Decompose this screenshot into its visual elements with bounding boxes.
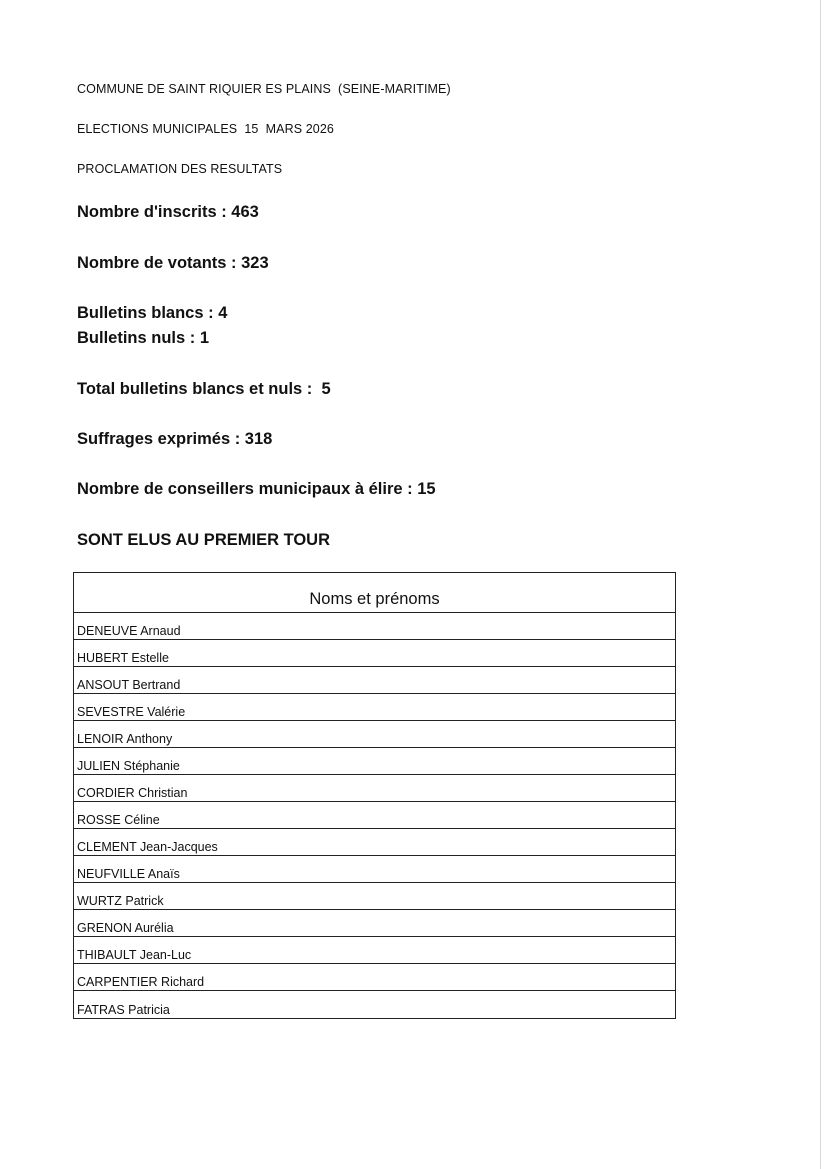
elected-name: JULIEN Stéphanie [77,759,180,773]
elected-name: GRENON Aurélia [77,921,174,935]
table-row [74,667,675,694]
election-heading: ELECTIONS MUNICIPALES 15 MARS 2026 [77,122,334,136]
nuls-count: Bulletins nuls : 1 [77,329,210,347]
table-row [74,829,675,856]
elected-name: THIBAULT Jean-Luc [77,948,192,962]
elected-table [73,572,676,1019]
exprimes-count: Suffrages exprimés : 318 [77,430,273,448]
blancs-count: Bulletins blancs : 4 [77,304,228,322]
table-row [74,991,675,1018]
table-row [74,721,675,748]
proclamation-heading: PROCLAMATION DES RESULTATS [77,162,283,176]
elected-name: SEVESTRE Valérie [77,705,186,719]
table-row [74,964,675,991]
table-row [74,748,675,775]
elected-name: NEUFVILLE Anaïs [77,867,180,881]
table-row [74,883,675,910]
table-row [74,640,675,667]
table-column-header: Noms et prénoms [309,590,440,608]
conseillers-count: Nombre de conseillers municipaux à élire : 15 [77,480,436,498]
elected-name: CLEMENT Jean-Jacques [77,840,218,854]
table-row [74,694,675,721]
inscrits-count: Nombre d'inscrits : 463 [77,203,259,221]
elected-name: LENOIR Anthony [77,732,173,746]
table-body [74,613,675,1018]
table-row [74,937,675,964]
elected-name: FATRAS Patricia [77,1003,170,1017]
votants-count: Nombre de votants : 323 [77,254,269,272]
table-row [74,856,675,883]
elected-name: CORDIER Christian [77,786,188,800]
elected-name: ANSOUT Bertrand [77,678,181,692]
elected-name: CARPENTIER Richard [77,975,205,989]
elected-heading: SONT ELUS AU PREMIER TOUR [77,531,331,549]
table-row [74,775,675,802]
elected-name: ROSSE Céline [77,813,160,827]
table-row [74,802,675,829]
elected-name: DENEUVE Arnaud [77,624,181,638]
commune-heading: COMMUNE DE SAINT RIQUIER ES PLAINS (SEINE-MARITIME) [77,82,451,96]
scan-edge-line [820,0,821,1169]
elected-name: HUBERT Estelle [77,651,169,665]
table-row [74,613,675,640]
total-blancs-nuls-count: Total bulletins blancs et nuls : 5 [77,380,331,398]
table-row [74,910,675,937]
table-header [74,573,675,613]
elected-name: WURTZ Patrick [77,894,164,908]
